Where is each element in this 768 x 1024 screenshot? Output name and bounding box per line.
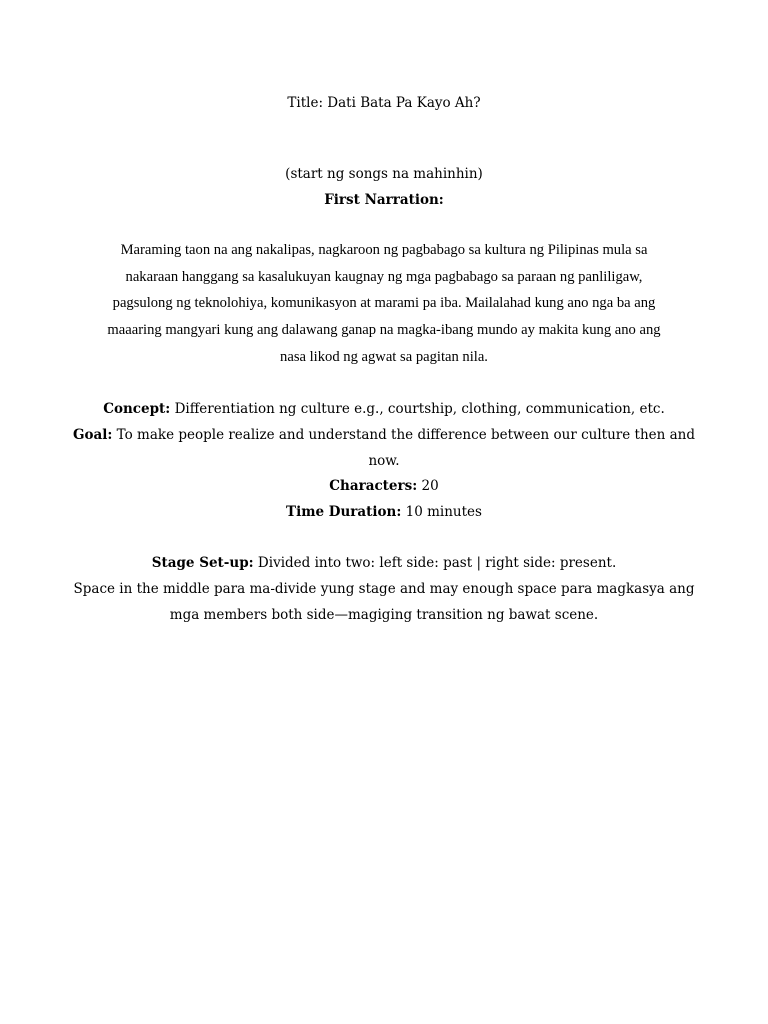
characters-label: Characters: — [329, 478, 418, 494]
time-duration-line — [60, 502, 708, 522]
stage-setup-text: Divided into two: left side: past | right side: present. — [253, 555, 617, 571]
time-duration-value: 10 minutes — [401, 504, 482, 520]
concept-text: Differentiation ng culture e.g., courtship, clothing, communication, etc. — [170, 401, 665, 417]
narration-line: maaaring mangyari kung ang dalawang ganap na magka-ibang mundo ay makita kung ano ang — [107, 322, 661, 338]
narration-line: nakaraan hanggang sa kasalukuyan kaugnay ng mga pagbabago sa paraan ng panliligaw, — [125, 269, 643, 285]
start-note: (start ng songs na mahinhin) — [285, 166, 483, 182]
document-title: Title: Dati Bata Pa Kayo Ah? — [287, 95, 481, 111]
concept-label: Concept: — [103, 401, 171, 417]
narration-line: nasa likod ng agwat sa pagitan nila. — [280, 349, 488, 365]
space-line: Space in the middle para ma-divide yung stage and may enough space para magkasya ang — [73, 581, 695, 597]
goal-line — [60, 425, 708, 445]
narration-line: pagsulong ng teknolohiya, komunikasyon at marami pa iba. Mailalahad kung ano nga ba ang — [112, 295, 656, 311]
narration-line: Maraming taon na ang nakalipas, nagkaroon ng pagbabago sa kultura ng Pilipinas mula sa — [120, 242, 648, 258]
goal-text: To make people realize and understand the difference between our culture then and — [112, 427, 696, 443]
characters-line — [60, 476, 708, 496]
space-line: mga members both side—magiging transition ng bawat scene. — [169, 607, 599, 623]
time-duration-label: Time Duration: — [286, 504, 402, 520]
stage-setup-label: Stage Set-up: — [151, 555, 254, 571]
concept-line — [60, 399, 708, 419]
characters-value: 20 — [417, 478, 439, 494]
goal-text-continued: now. — [368, 453, 400, 469]
first-narration-heading: First Narration: — [324, 192, 444, 208]
goal-label: Goal: — [72, 427, 113, 443]
stage-setup-line — [60, 553, 708, 573]
